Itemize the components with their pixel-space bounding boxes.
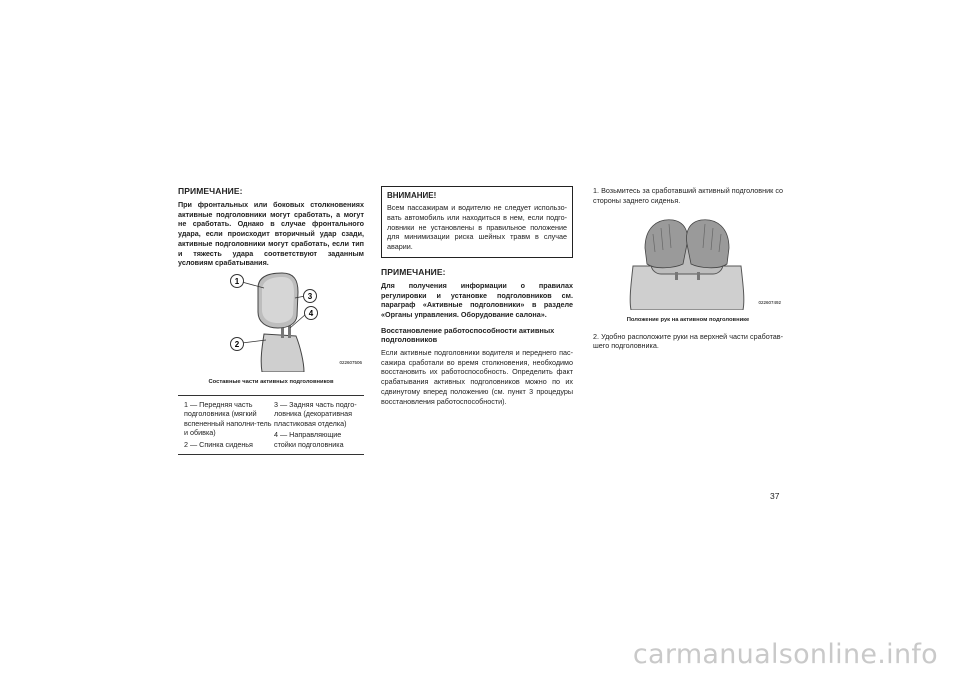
figure-code-2: 022607492 (758, 299, 781, 305)
section-paragraph: Если активные подголовники водителя и переднего пас-сажира сработали во время столкновения, необходимо восстановить их работоспособность. Определить факт срабатывания активных подголовников можно по их сдвинутому вперед положению (см. пункт 3 процедуры восстановления работоспособности). (381, 347, 573, 406)
left-hand (645, 219, 687, 267)
page-number: 37 (770, 491, 780, 501)
step-1: 1. Возьмитесь за сработавший активный подголовник со стороны заднего сиденья. (593, 186, 783, 205)
legend-left-column (184, 400, 274, 452)
legend-item-2: 2 — Спинка сиденья (184, 439, 253, 449)
svg-text:4: 4 (308, 308, 314, 318)
svg-text:2: 2 (234, 339, 240, 349)
svg-text:1: 1 (234, 276, 240, 286)
note-body-2: Для получения информации о правилах регулировки и установке подголовников см. параграф «Активные подголовники» в разделе «Органы управления. Оборудование салона». (381, 280, 573, 320)
step-2: 2. Удобно расположите руки на верхней части сработав-шего подголовника. (593, 331, 783, 351)
figure-caption: Составные части активных подголовников (208, 378, 334, 385)
right-hand (687, 219, 729, 267)
figure-code: 022607506 (339, 359, 362, 365)
headrest-illustration (178, 272, 364, 372)
warning-box (381, 186, 573, 258)
headrest-components-figure (178, 272, 364, 385)
watermark: carmanualsonline.info (632, 639, 938, 670)
svg-text:3: 3 (307, 291, 313, 301)
note-body: При фронтальных или боковых столкновениях активные подголовники могут сработать, а могут не сработать. Однако в случае фронтального удара, если происходит вторичный удар сзади, активные подголовники могут сработать, если тип и тяжесть удара соответствуют заданным условиям срабатывания. (178, 200, 364, 268)
column-middle (381, 186, 573, 407)
figure-legend (178, 395, 364, 456)
hands-on-headrest-figure (593, 214, 783, 323)
warning-title: ВНИМАНИЕ! (387, 191, 437, 200)
warning-body: Всем пассажирам и водителю не следует использо-вать автомобиль или находиться в нем, если подго-ловники не установлены в правильное положение для минимизации риска шейных травм в случае аварии. (387, 203, 567, 252)
legend-item-4: 4 — Направляющие стойки подголовника (274, 430, 344, 449)
legend-right-column (274, 400, 364, 452)
callout-2 (231, 337, 267, 350)
column-left (178, 186, 364, 455)
legend-item-1: 1 — Передняя часть подголовника (мягкий вспененный наполни-тель и обивка) (184, 399, 272, 438)
column-right (593, 186, 783, 351)
legend-item-3: 3 — Задняя часть подго-ловника (декоративная пластиковая отделка) (274, 399, 357, 428)
hands-illustration (593, 214, 783, 310)
note-title-2: ПРИМЕЧАНИЕ: (381, 266, 446, 277)
section-subheading: Восстановление работоспособности активных подголовников (381, 325, 555, 345)
figure-caption-2: Положение рук на активном подголовнике (626, 316, 750, 323)
note-title: ПРИМЕЧАНИЕ: (178, 186, 243, 196)
